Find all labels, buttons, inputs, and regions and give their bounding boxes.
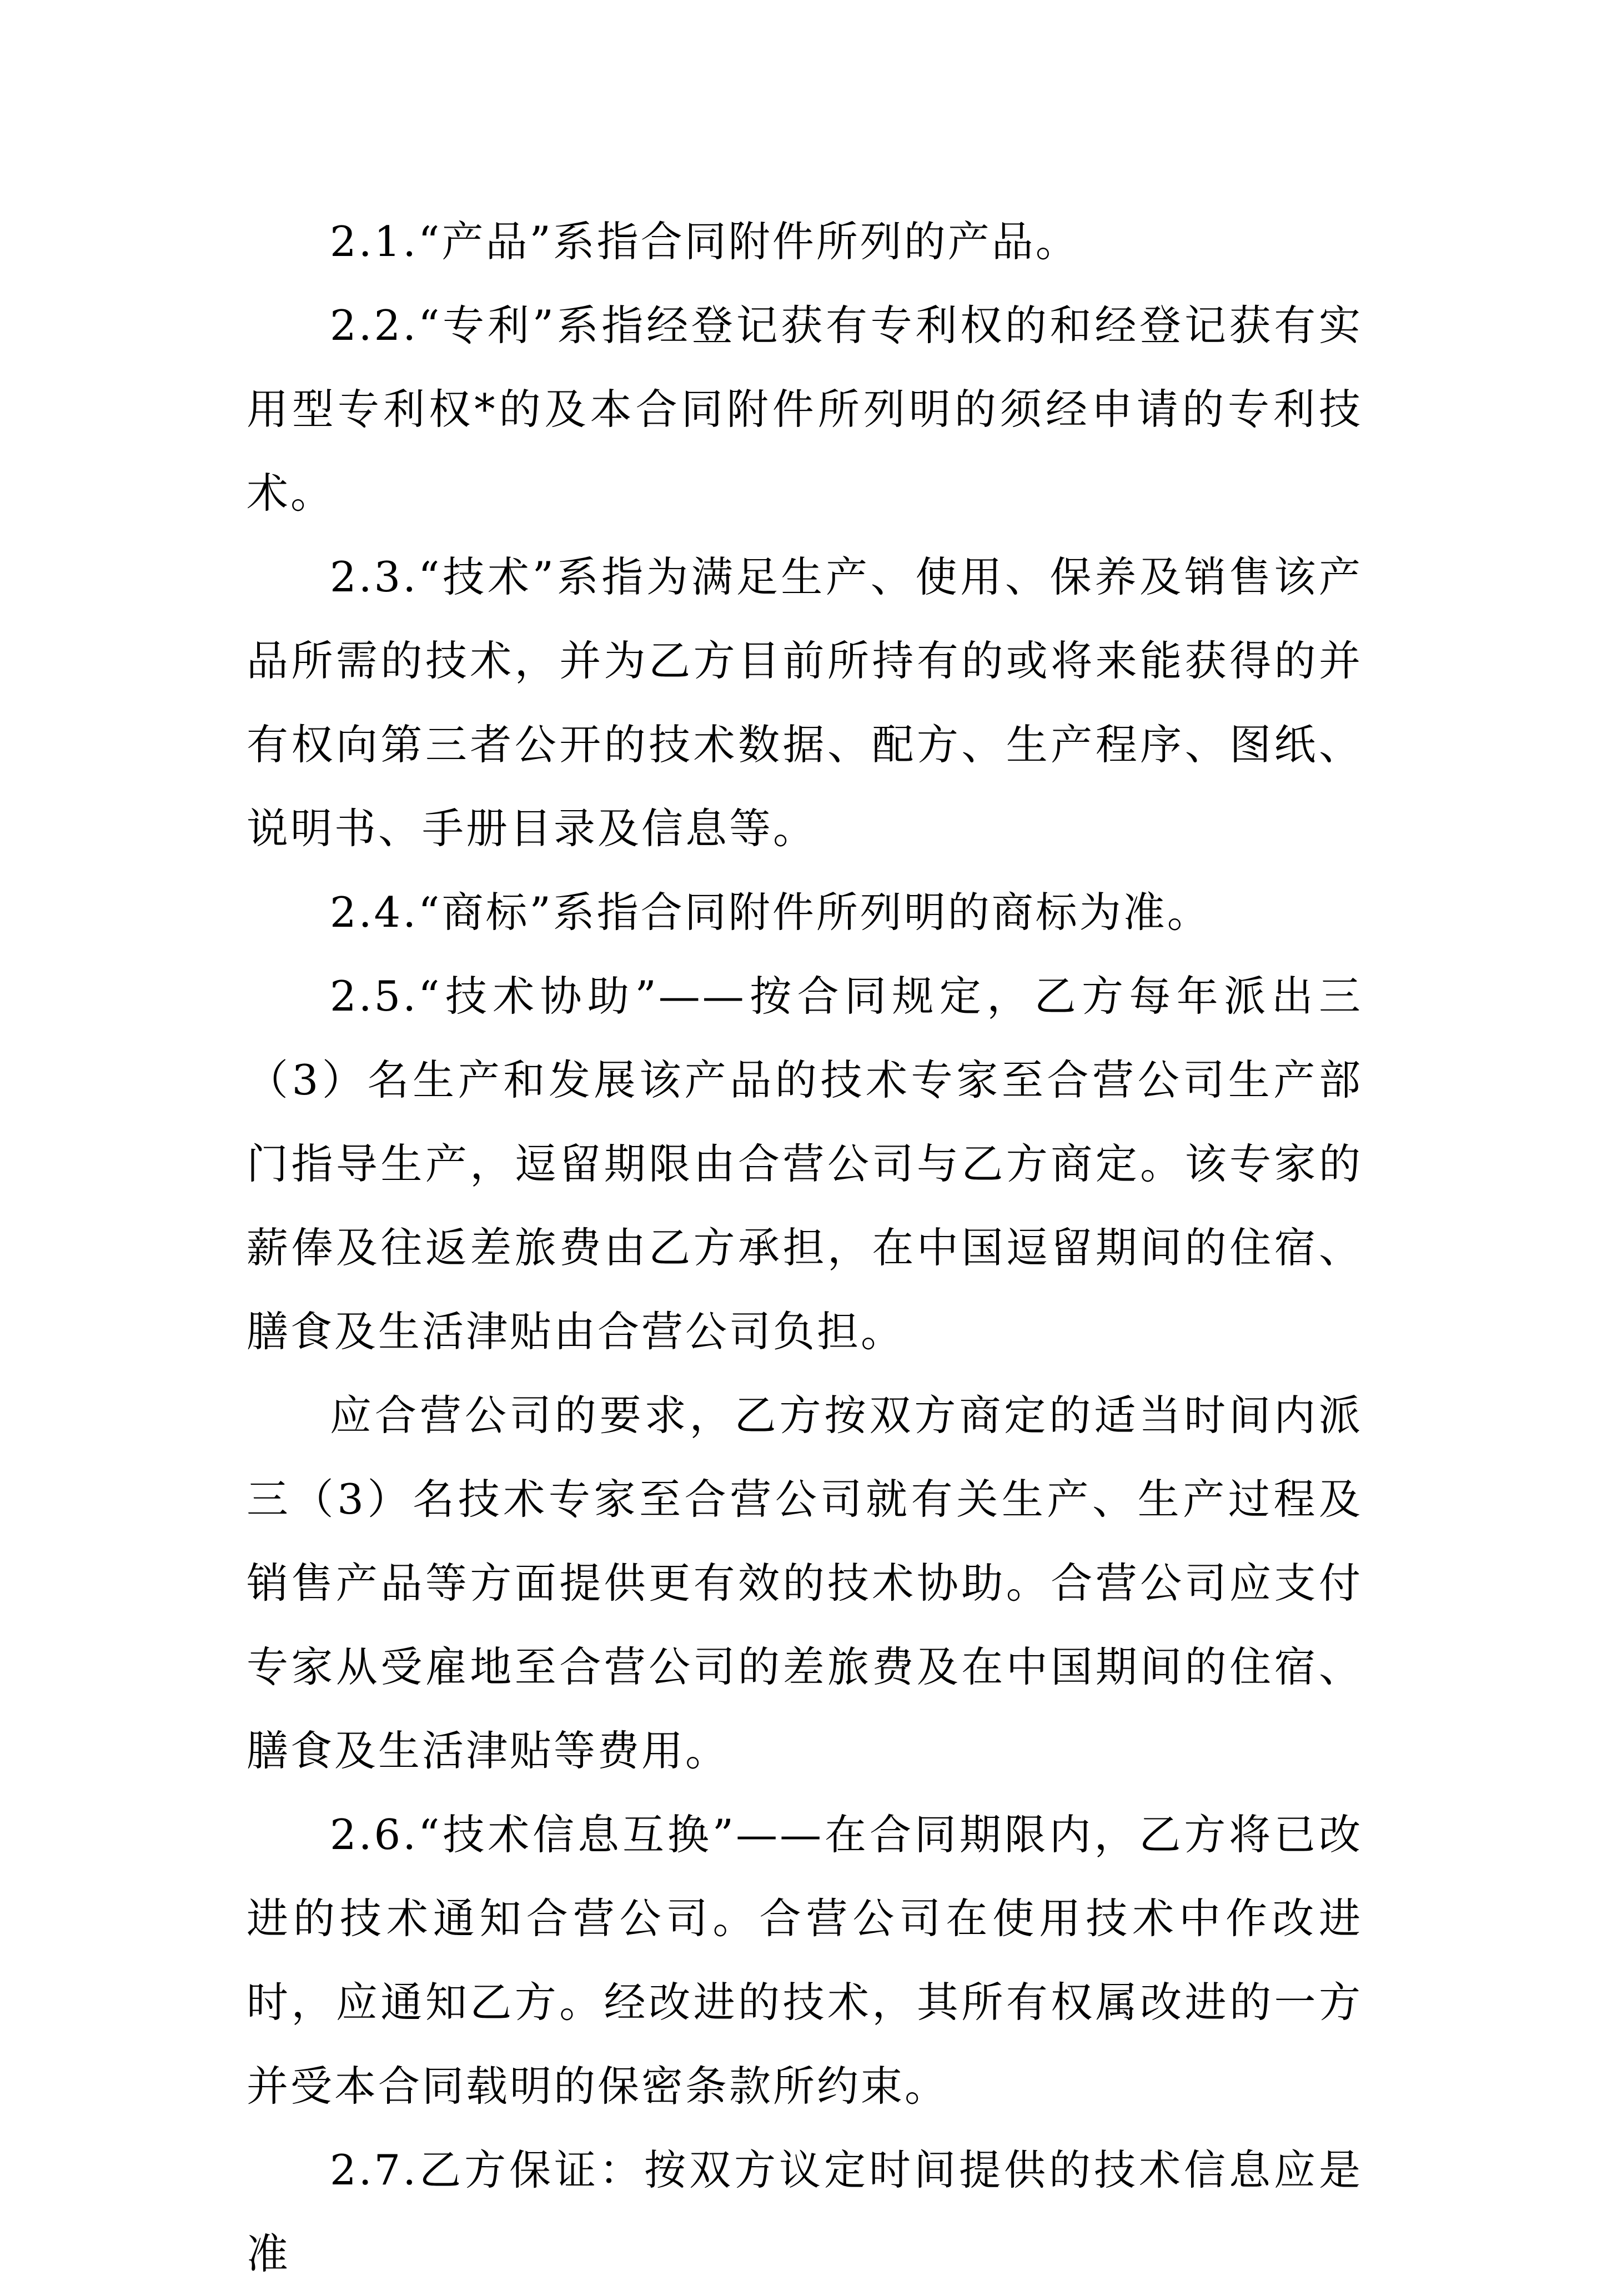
clause-2-5: 2.5.“技术协助”——按合同规定，乙方每年派出三（3）名生产和发展该产品的技术专家至合营公司生产部门指导生产，逗留期限由合营公司与乙方商定。该专家的薪俸及往返差旅费由乙方承担，在中国逗留期间的住宿、膳食及生活津贴由合营公司负担。 <box>247 972 1363 1356</box>
clause-2-6: 2.6.“技术信息互换”——在合同期限内，乙方将已改进的技术通知合营公司。合营公司在使用技术中作改进时，应通知乙方。经改进的技术，其所有权属改进的一方并受本合同载明的保密条款所约束。 <box>247 1810 1363 2111</box>
clause-2-1: 2.1.“产品”系指合同附件所列的产品。 <box>330 217 1079 266</box>
clause-2-4: 2.4.“商标”系指合同附件所列明的商标为准。 <box>330 888 1211 937</box>
clause-2-2: 2.2.“专利”系指经登记获有专利权的和经登记获有实用型专利权*的及本合同附件所列明的须经申请的专利技术。 <box>247 301 1363 518</box>
clause-2-3: 2.3.“技术”系指为满足生产、使用、保养及销售该产品所需的技术，并为乙方目前所持有的或将来能获得的并有权向第三者公开的技术数据、配方、生产程序、图纸、说明书、手册目录及信息等。 <box>247 552 1363 853</box>
clause-2-7: 2.7.乙方保证：按双方议定时间提供的技术信息应是准 <box>247 2146 1363 2278</box>
contract-body <box>247 200 1363 2296</box>
clause-2-5-continued: 应合营公司的要求，乙方按双方商定的适当时间内派三（3）名技术专家至合营公司就有关生产、生产过程及销售产品等方面提供更有效的技术协助。合营公司应支付专家从受雇地至合营公司的差旅费及在中国期间的住宿、膳食及生活津贴等费用。 <box>247 1391 1363 1775</box>
